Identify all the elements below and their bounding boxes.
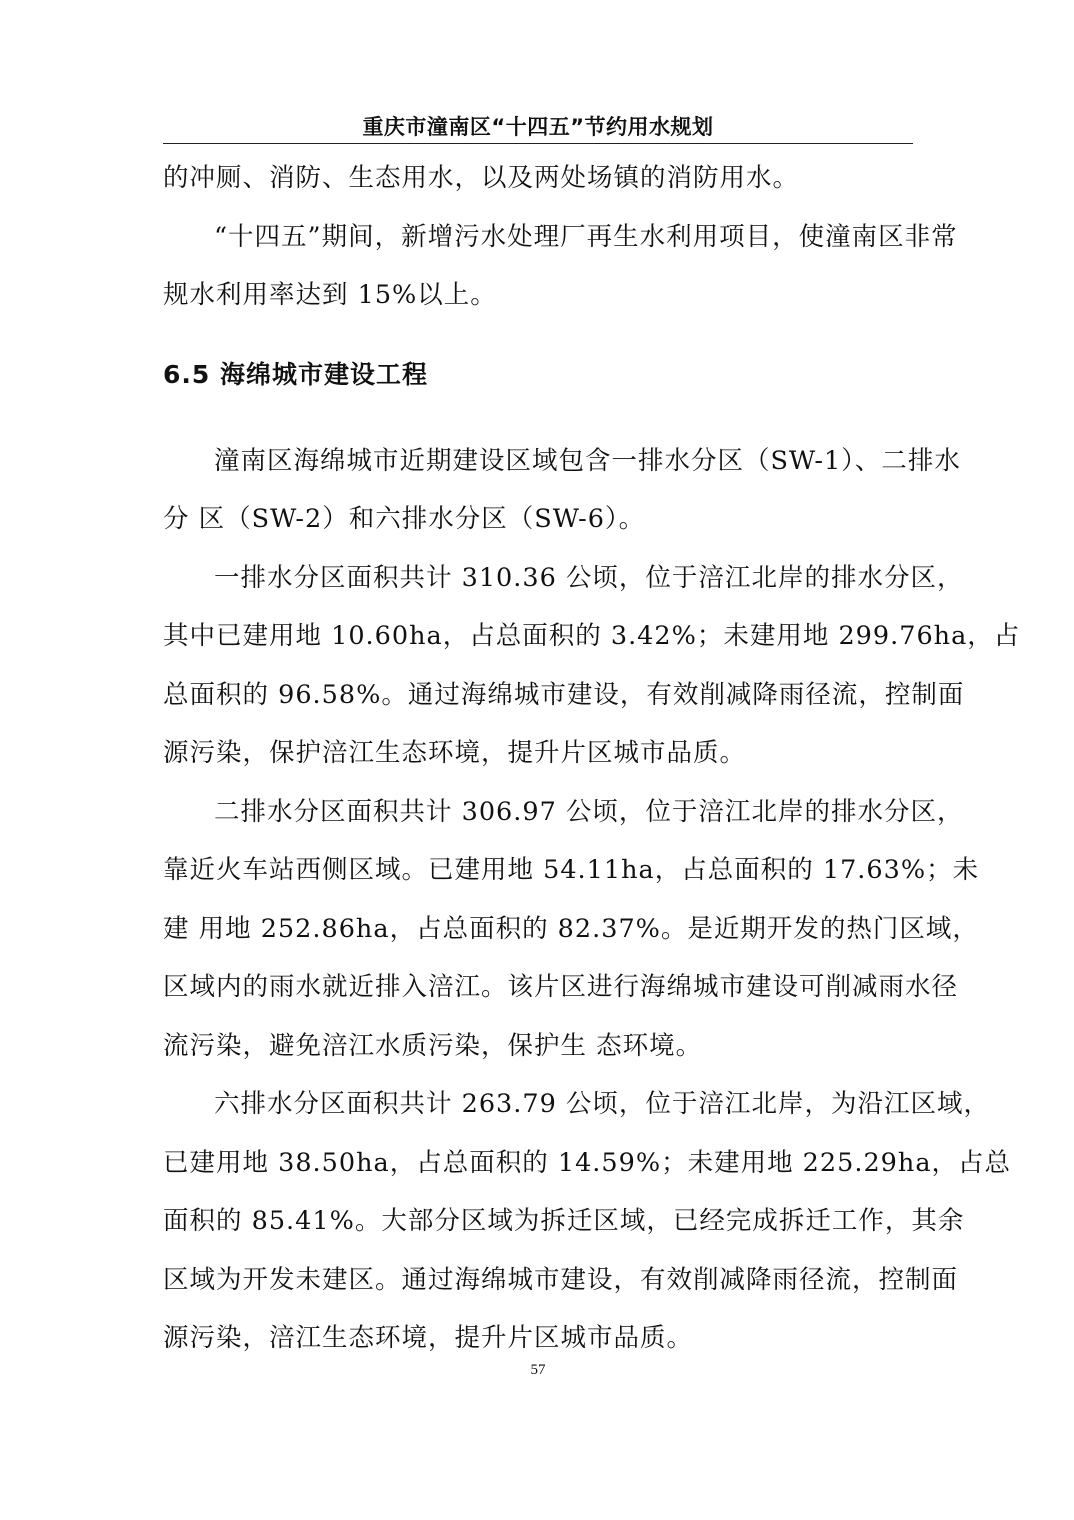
text-line: 的冲厕、消防、生态用水，以及两处场镇的消防用水。 — [163, 163, 800, 193]
text-line: 二排水分区面积共计 306.97 公顷，位于涪江北岸的排水分区， — [214, 797, 964, 827]
text-line: 源污染，保护涪江生态环境，提升片区城市品质。 — [163, 738, 747, 768]
page-number: 57 — [530, 1362, 546, 1378]
text-line: 潼南区海绵城市近期建设区域包含一排水分区（SW-1）、二排水 — [214, 446, 961, 476]
text-line: 其中已建用地 10.60ha，占总面积的 3.42%；未建用地 299.76ha，占 — [163, 621, 1021, 651]
text-line: 区域内的雨水就近排入涪江。该片区进行海绵城市建设可削减雨水径 — [163, 972, 959, 1002]
text-line: 区域为开发未建区。通过海绵城市建设，有效削减降雨径流，控制面 — [163, 1265, 959, 1295]
text-line: 建 用地 252.86ha，占总面积的 82.37%。是近期开发的热门区域， — [163, 914, 979, 944]
header-rule — [163, 143, 913, 144]
text-line: 已建用地 38.50ha，占总面积的 14.59%；未建用地 225.29ha，占总 — [163, 1148, 1012, 1178]
text-line: 六排水分区面积共计 263.79 公顷，位于涪江北岸，为沿江区域， — [214, 1089, 990, 1119]
text-line: 一排水分区面积共计 310.36 公顷，位于涪江北岸的排水分区， — [214, 563, 964, 593]
text-line: 规水利用率达到 15%以上。 — [163, 280, 497, 310]
section-heading: 6.5 海绵城市建设工程 — [163, 360, 428, 389]
text-line: 分 区（SW-2）和六排水分区（SW-6）。 — [163, 504, 646, 534]
text-line: 流污染，避免涪江水质污染，保护生 态环境。 — [163, 1031, 703, 1061]
page-header: 重庆市潼南区“十四五”节约用水规划 — [362, 115, 714, 139]
text-line: “十四五”期间，新增污水处理厂再生水利用项目，使潼南区非常 — [214, 222, 958, 252]
text-line: 总面积的 96.58%。通过海绵城市建设，有效削减降雨径流，控制面 — [163, 680, 965, 710]
text-line: 源污染，涪江生态环境，提升片区城市品质。 — [163, 1323, 694, 1353]
text-line: 面积的 85.41%。大部分区域为拆迁区域，已经完成拆迁工作，其余 — [163, 1206, 965, 1236]
text-line: 靠近火车站西侧区域。已建用地 54.11ha，占总面积的 17.63%；未 — [163, 855, 980, 885]
